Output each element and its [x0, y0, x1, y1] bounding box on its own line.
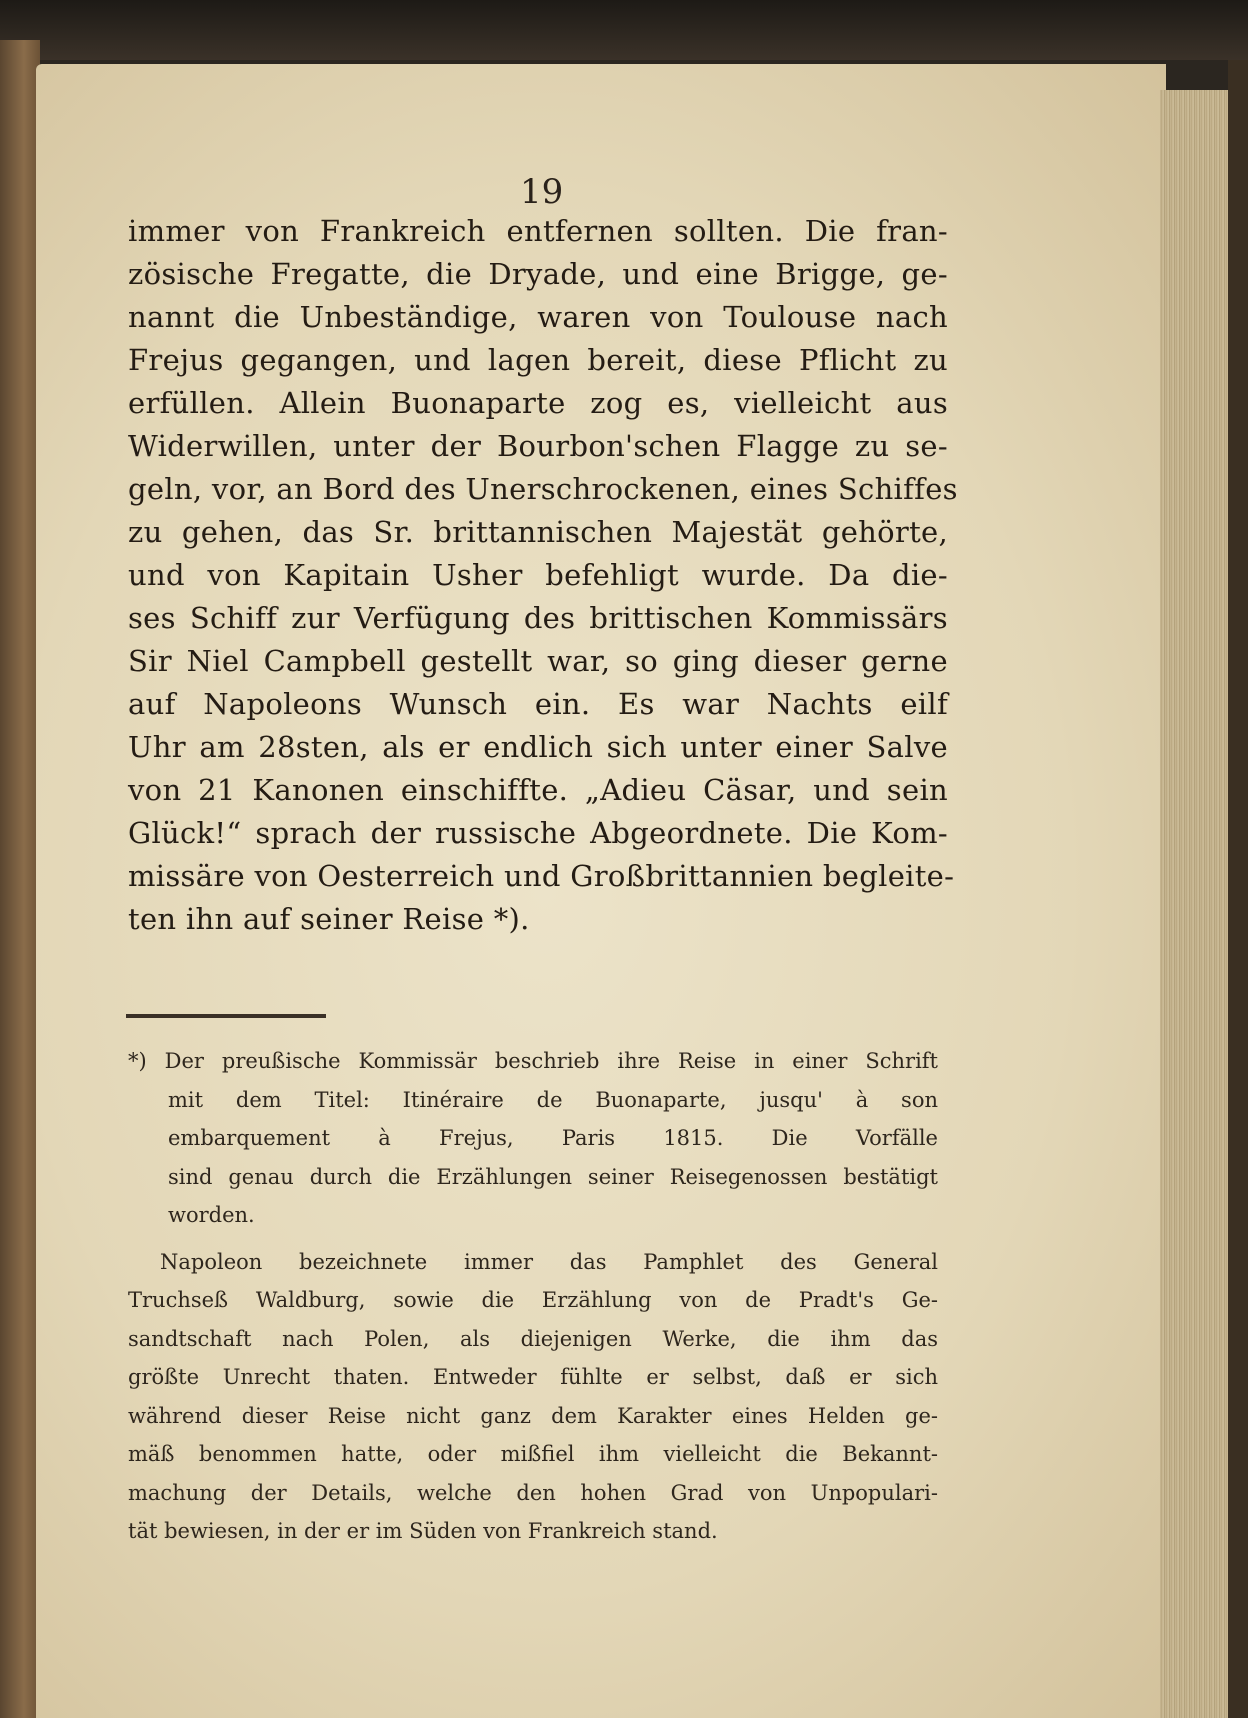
- main-line: Frejus gegangen, und lagen bereit, diese Pflicht zu: [128, 343, 948, 377]
- footnote-line: sind genau durch die Erzählungen seiner Reisegenossen bestätigt: [168, 1164, 938, 1189]
- book-cover-right: [1228, 60, 1248, 1718]
- main-line: Sir Niel Campbell gestellt war, so ging dieser gerne: [128, 644, 948, 678]
- main-line: Widerwillen, unter der Bourbon'schen Flagge zu se-: [128, 429, 948, 463]
- footnote-line: Napoleon bezeichnete immer das Pamphlet des General: [160, 1249, 938, 1274]
- main-line: zösische Fregatte, die Dryade, und eine Brigge, ge-: [128, 257, 948, 291]
- page-number: 19: [520, 172, 564, 212]
- scan-background-top: [0, 0, 1248, 60]
- main-line: geln, vor, an Bord des Unerschrockenen, eines Schiffes: [128, 472, 958, 506]
- main-line: Glück!“ sprach der russische Abgeordnete. Die Kom-: [128, 816, 948, 850]
- main-line: immer von Frankreich entfernen sollten. Die fran-: [128, 214, 948, 248]
- footnote-line: mäß benommen hatte, oder mißfiel ihm vielleicht die Bekannt-: [128, 1442, 938, 1466]
- footnote-line: *) Der preußische Kommissär beschrieb ihre Reise in einer Schrift: [128, 1049, 938, 1073]
- footnote-line: Truchseß Waldburg, sowie die Erzählung von de Pradt's Ge-: [128, 1288, 938, 1312]
- footnote-divider: [126, 1014, 326, 1018]
- footnote-line: embarquement à Frejus, Paris 1815. Die Vorfälle: [168, 1126, 938, 1150]
- main-line: nannt die Unbeständige, waren von Toulouse nach: [128, 300, 948, 334]
- footnote-line: tät bewiesen, in der er im Süden von Frankreich stand.: [128, 1519, 718, 1543]
- main-line: Uhr am 28sten, als er endlich sich unter einer Salve: [128, 730, 948, 764]
- main-line: zu gehen, das Sr. brittannischen Majestät gehörte,: [128, 515, 948, 549]
- main-paragraph: [128, 210, 958, 941]
- main-line: ten ihn auf seiner Reise *).: [128, 902, 530, 936]
- footnote-line: mit dem Titel: Itinéraire de Buonaparte, jusqu' à son: [168, 1087, 938, 1112]
- footnote-line: sandtschaft nach Polen, als diejenigen Werke, die ihm das: [128, 1326, 938, 1351]
- main-line: von 21 Kanonen einschiffte. „Adieu Cäsar, und sein: [128, 773, 948, 807]
- footnote-line: während dieser Reise nicht ganz dem Karakter eines Helden ge-: [128, 1403, 938, 1428]
- main-line: erfüllen. Allein Buonaparte zog es, vielleicht aus: [128, 386, 948, 420]
- main-line: und von Kapitain Usher befehligt wurde. Da die-: [128, 558, 948, 592]
- book-cover-edge: [0, 40, 40, 1718]
- footnote-line: machung der Details, welche den hohen Grad von Unpopulari-: [128, 1480, 938, 1505]
- main-line: auf Napoleons Wunsch ein. Es war Nachts eilf: [128, 687, 948, 721]
- main-line: ses Schiff zur Verfügung des brittischen Kommissärs: [128, 601, 948, 635]
- footnote: [128, 1042, 938, 1551]
- footnote-line: worden.: [168, 1203, 255, 1227]
- main-line: missäre von Oesterreich und Großbrittannien begleite-: [128, 859, 955, 893]
- footnote-line: größte Unrecht thaten. Entweder fühlte er selbst, daß er sich: [128, 1365, 938, 1389]
